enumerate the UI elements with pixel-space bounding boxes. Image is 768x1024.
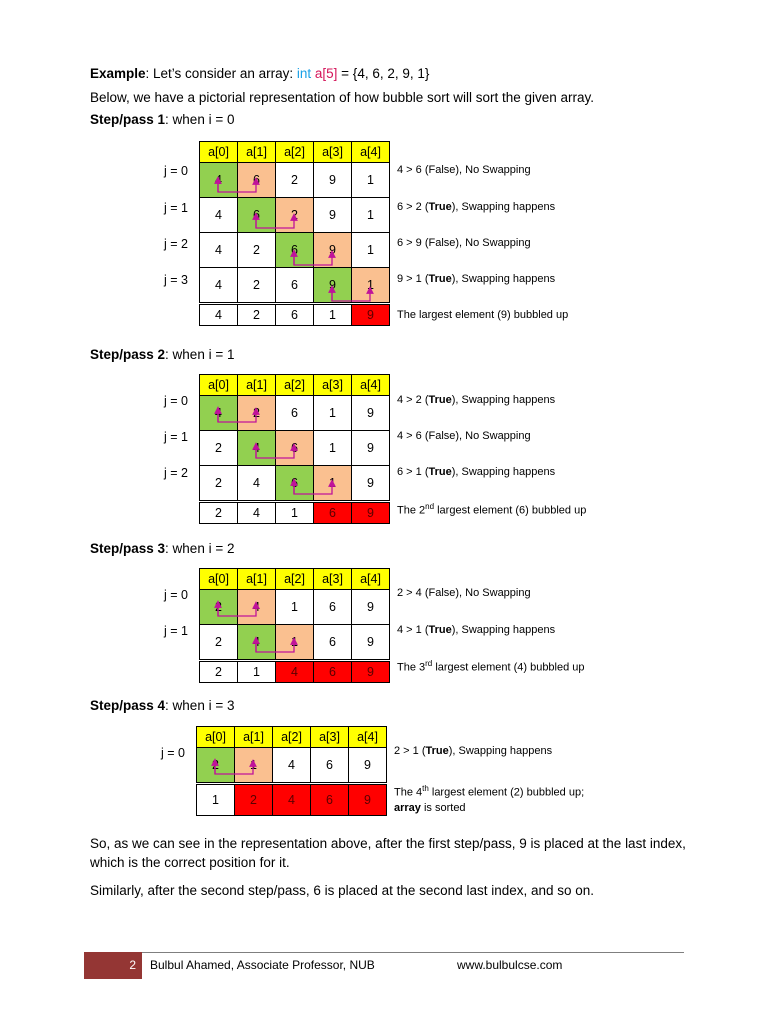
header-cell: a[3] [314, 569, 352, 590]
intro-line-1 [90, 66, 429, 81]
array-cell: 9 [352, 466, 390, 501]
step-note: 4 > 2 (True), Swapping happens [397, 394, 556, 406]
array-cell: 1 [314, 396, 352, 431]
header-cell: a[2] [276, 142, 314, 163]
compare-cell: 6 [276, 466, 314, 501]
step-note: 6 > 1 (True), Swapping happens [397, 466, 556, 478]
compare-cell: 1 [352, 268, 390, 303]
array-cell: 2 [200, 662, 238, 683]
array-cell: 2 [200, 431, 238, 466]
table-row [200, 466, 390, 501]
page-number: 2 [84, 952, 142, 979]
table-row [200, 198, 390, 233]
footer-author: Bulbul Ahamed, Associate Professor, NUB [150, 958, 375, 972]
table-row [200, 268, 390, 303]
j-label: j = 1 [164, 624, 188, 638]
array-cell: 9 [349, 748, 387, 783]
array-cell: 9 [352, 625, 390, 660]
array-cell: 4 [200, 198, 238, 233]
compare-cell: 4 [238, 625, 276, 660]
step-note: 9 > 1 (True), Swapping happens [397, 273, 556, 285]
step-note: 6 > 2 (True), Swapping happens [397, 201, 556, 213]
result-row [197, 785, 387, 816]
pass-2-table [199, 374, 390, 524]
array-cell: 9 [314, 163, 352, 198]
array-cell: 6 [314, 625, 352, 660]
array-cell: 2 [238, 305, 276, 326]
header-cell: a[0] [200, 375, 238, 396]
table-row [200, 163, 390, 198]
pass-4-table [196, 726, 387, 816]
header-cell: a[2] [276, 569, 314, 590]
array-cell: 4 [200, 305, 238, 326]
compare-cell: 2 [197, 748, 235, 783]
table-row [200, 625, 390, 660]
pass-3-title-rest: : when i = 2 [165, 541, 235, 556]
header-cell: a[1] [235, 727, 273, 748]
step-note: 2 > 1 (True), Swapping happens [394, 745, 553, 757]
sorted-cell: 6 [311, 785, 349, 816]
example-text: : Let’s consider an array: [145, 66, 297, 81]
header-cell: a[2] [276, 375, 314, 396]
header-row [200, 142, 390, 163]
array-cell: 1 [197, 785, 235, 816]
j-label: j = 0 [164, 164, 188, 178]
code-keyword: int [296, 66, 312, 81]
array-cell: 2 [238, 268, 276, 303]
header-cell: a[2] [273, 727, 311, 748]
header-cell: a[1] [238, 375, 276, 396]
result-row [200, 503, 390, 524]
pass-1-title-bold: Step/pass 1 [90, 112, 166, 127]
header-cell: a[1] [238, 142, 276, 163]
pass-1-title-rest: : when i = 0 [165, 112, 235, 127]
compare-cell: 6 [276, 431, 314, 466]
sorted-cell: 4 [273, 785, 311, 816]
header-cell: a[0] [197, 727, 235, 748]
sorted-cell: 9 [352, 662, 390, 683]
array-cell: 2 [238, 233, 276, 268]
pass-1-title [90, 112, 234, 127]
array-cell: 1 [238, 662, 276, 683]
array-cell: 4 [238, 466, 276, 501]
compare-cell: 1 [276, 625, 314, 660]
array-cell: 9 [352, 396, 390, 431]
pass-4-title-bold: Step/pass 4 [90, 698, 166, 713]
compare-cell: 4 [200, 163, 238, 198]
array-cell: 1 [352, 233, 390, 268]
array-cell: 1 [352, 198, 390, 233]
pass-3-title-bold: Step/pass 3 [90, 541, 166, 556]
table-row [200, 431, 390, 466]
compare-cell: 9 [314, 233, 352, 268]
compare-cell: 1 [235, 748, 273, 783]
header-row [200, 375, 390, 396]
array-cell: 4 [200, 268, 238, 303]
step-note: 4 > 6 (False), No Swapping [397, 164, 531, 176]
result-note: The 4th largest element (2) bubbled up; array is sorted [394, 784, 585, 814]
sorted-cell: 4 [276, 662, 314, 683]
array-cell: 6 [314, 590, 352, 625]
array-cell: 6 [276, 268, 314, 303]
compare-cell: 2 [238, 396, 276, 431]
array-cell: 6 [276, 396, 314, 431]
header-cell: a[3] [314, 375, 352, 396]
step-note: 2 > 4 (False), No Swapping [397, 587, 531, 599]
result-row [200, 305, 390, 326]
header-row [197, 727, 387, 748]
step-note: 4 > 1 (True), Swapping happens [397, 624, 556, 636]
compare-cell: 4 [238, 431, 276, 466]
array-cell: 6 [276, 305, 314, 326]
compare-cell: 6 [238, 163, 276, 198]
array-cell: 9 [352, 590, 390, 625]
header-cell: a[1] [238, 569, 276, 590]
array-cell: 2 [200, 466, 238, 501]
header-row [200, 569, 390, 590]
pass-2-title-rest: : when i = 1 [165, 347, 235, 362]
table-row [200, 233, 390, 268]
header-cell: a[3] [314, 142, 352, 163]
compare-cell: 6 [238, 198, 276, 233]
result-row [200, 662, 390, 683]
j-label: j = 0 [161, 746, 185, 760]
array-cell: 2 [200, 503, 238, 524]
array-cell: 4 [273, 748, 311, 783]
sorted-cell: 2 [235, 785, 273, 816]
j-label: j = 0 [164, 394, 188, 408]
result-note: The 3rd largest element (4) bubbled up [397, 659, 585, 674]
compare-cell: 6 [276, 233, 314, 268]
code-rest: = {4, 6, 2, 9, 1} [337, 66, 430, 81]
footer-website: www.bulbulcse.com [457, 958, 563, 972]
array-cell: 1 [314, 431, 352, 466]
sorted-cell: 9 [349, 785, 387, 816]
j-label: j = 3 [164, 273, 188, 287]
step-note: 4 > 6 (False), No Swapping [397, 430, 531, 442]
compare-cell: 4 [200, 396, 238, 431]
header-cell: a[4] [352, 569, 390, 590]
array-cell: 6 [311, 748, 349, 783]
compare-cell: 1 [314, 466, 352, 501]
pass-2-title [90, 347, 234, 362]
table-row [197, 748, 387, 783]
j-label: j = 2 [164, 466, 188, 480]
j-label: j = 0 [164, 588, 188, 602]
compare-cell: 4 [238, 590, 276, 625]
sorted-cell: 6 [314, 662, 352, 683]
pass-4-title-rest: : when i = 3 [165, 698, 235, 713]
code-array: a[5] [314, 66, 338, 81]
array-cell: 9 [352, 431, 390, 466]
array-cell: 4 [238, 503, 276, 524]
conclusion-paragraph-1: So, as we can see in the representation above, after the first step/pass, 9 is placed at the last index, which is the correct position for it. [90, 836, 686, 870]
array-cell: 1 [276, 590, 314, 625]
step-note: 6 > 9 (False), No Swapping [397, 237, 531, 249]
header-cell: a[0] [200, 569, 238, 590]
array-cell: 9 [314, 198, 352, 233]
array-cell: 4 [200, 233, 238, 268]
pass-1-table [199, 141, 390, 326]
conclusion-paragraph-2: Similarly, after the second step/pass, 6 is placed at the second last index, and so on. [90, 883, 595, 898]
table-row [200, 396, 390, 431]
array-cell: 1 [314, 305, 352, 326]
j-label: j = 1 [164, 430, 188, 444]
result-note: The 2nd largest element (6) bubbled up [397, 502, 587, 517]
example-label: Example [90, 66, 146, 81]
header-cell: a[4] [349, 727, 387, 748]
pass-3-table [199, 568, 390, 683]
array-cell: 2 [200, 625, 238, 660]
compare-cell: 9 [314, 268, 352, 303]
header-cell: a[3] [311, 727, 349, 748]
sorted-cell: 6 [314, 503, 352, 524]
pass-3-title [90, 541, 234, 556]
result-note: The largest element (9) bubbled up [397, 309, 569, 321]
compare-cell: 2 [276, 198, 314, 233]
j-label: j = 2 [164, 237, 188, 251]
pass-4-title [90, 698, 234, 713]
table-row [200, 590, 390, 625]
array-cell: 2 [276, 163, 314, 198]
compare-cell: 2 [200, 590, 238, 625]
header-cell: a[0] [200, 142, 238, 163]
array-cell: 1 [352, 163, 390, 198]
intro-line-2: Below, we have a pictorial representation of how bubble sort will sort the given array. [90, 90, 595, 105]
pass-2-title-bold: Step/pass 2 [90, 347, 166, 362]
array-cell: 1 [276, 503, 314, 524]
sorted-cell: 9 [352, 305, 390, 326]
header-cell: a[4] [352, 142, 390, 163]
sorted-cell: 9 [352, 503, 390, 524]
footer-divider [84, 952, 684, 953]
j-label: j = 1 [164, 201, 188, 215]
header-cell: a[4] [352, 375, 390, 396]
